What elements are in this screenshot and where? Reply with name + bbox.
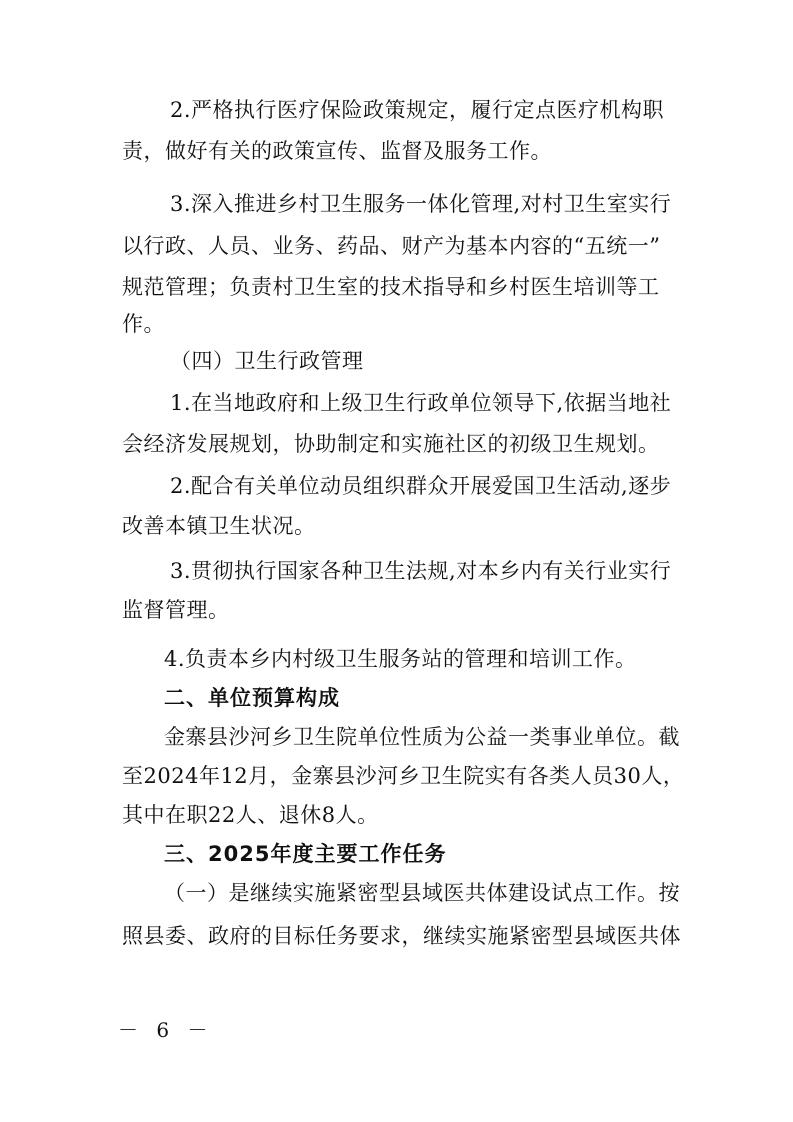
paragraph-line — [0, 795, 793, 835]
paragraph-line — [0, 551, 793, 591]
text-line: （四）卫生行政管理 — [170, 349, 364, 373]
text-line: 4.负责本乡内村级卫生服务站的管理和培训工作。 — [164, 647, 637, 671]
text-line: 3.贯彻执行国家各种卫生法规,对本乡内有关行业实行 — [170, 559, 672, 583]
paragraph-line — [0, 506, 793, 546]
text-line: 监督管理。 — [122, 598, 230, 622]
paragraph-line — [0, 131, 793, 171]
paragraph-line — [0, 639, 793, 679]
paragraph-line — [0, 90, 793, 130]
text-line: 以行政、人员、业务、药品、财产为基本内容的“五统一” — [122, 234, 661, 258]
text-line: 三、2025年度主要工作任务 — [164, 842, 447, 866]
paragraph-line — [0, 466, 793, 506]
text-line: 照县委、政府的目标任务要求，继续实施紧密型县域医共体 — [122, 924, 681, 948]
section-heading — [0, 678, 793, 718]
text-line: （一）是继续实施紧密型县域医共体建设试点工作。按 — [164, 881, 680, 905]
text-line: 2.严格执行医疗保险政策规定，履行定点医疗机构职 — [170, 98, 665, 122]
paragraph-line — [0, 424, 793, 464]
paragraph-line — [0, 184, 793, 224]
text-line: 责，做好有关的政策宣传、监督及服务工作。 — [122, 139, 552, 163]
text-line: 会经济发展规划，协助制定和实施社区的初级卫生规划。 — [122, 432, 660, 456]
text-line: 二、单位预算构成 — [164, 686, 340, 710]
paragraph-line — [0, 383, 793, 423]
paragraph-line — [0, 916, 793, 956]
text-line: 金寨县沙河乡卫生院单位性质为公益一类事业单位。截 — [164, 725, 680, 749]
section-heading — [0, 341, 793, 381]
page-number: － 6 － — [118, 1018, 214, 1042]
paragraph-line — [0, 590, 793, 630]
paragraph-line — [0, 267, 793, 307]
text-line: 规范管理；负责村卫生室的技术指导和乡村医生培训等工 — [122, 275, 660, 299]
text-line: 2.配合有关单位动员组织群众开展爱国卫生活动,逐步 — [170, 474, 672, 498]
paragraph-line — [0, 304, 793, 344]
text-line: 至2024年12月，金寨县沙河乡卫生院实有各类人员30人， — [122, 764, 685, 788]
section-heading — [0, 834, 793, 874]
paragraph-line — [0, 226, 793, 266]
paragraph-line — [0, 756, 793, 796]
text-line: 3.深入推进乡村卫生服务一体化管理,对村卫生室实行 — [170, 192, 672, 216]
text-line: 其中在职22人、退休8人。 — [122, 803, 379, 827]
text-line: 1.在当地政府和上级卫生行政单位领导下,依据当地社 — [170, 391, 672, 415]
paragraph-line — [0, 873, 793, 913]
text-line: 作。 — [122, 312, 165, 336]
paragraph-line — [0, 717, 793, 757]
text-line: 改善本镇卫生状况。 — [122, 514, 316, 538]
